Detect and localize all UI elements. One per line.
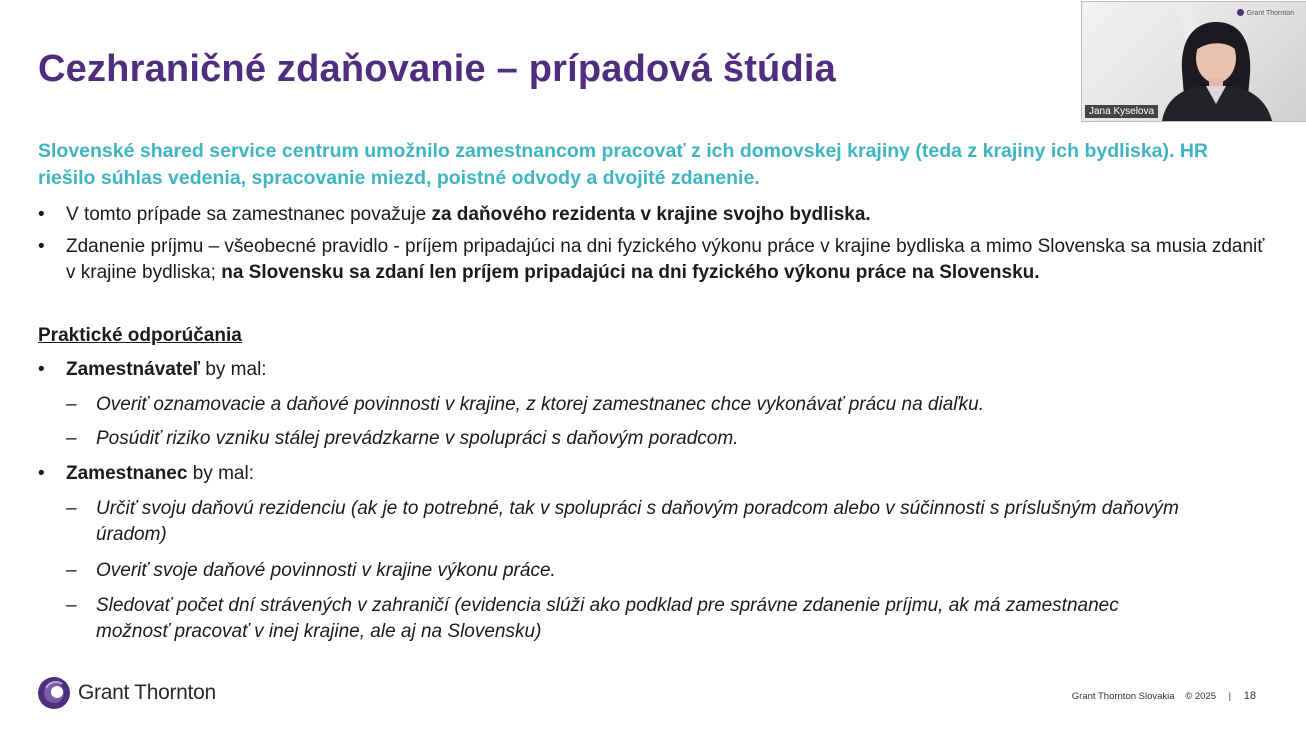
bullet-bold-text: za daňového rezidenta v krajine svojho bydliska. [431, 204, 871, 225]
bullet-mark: • [38, 236, 45, 257]
bullet-text: V tomto prípade sa zamestnanec považuje [66, 204, 432, 225]
employee-item-text: Určiť svoju daňovú rezidenciu (ak je to potrebné, tak v spolupráci s daňovým poradcom alebo v súčinnosti s príslušným daňovým úradom) [96, 498, 1179, 545]
bullet-text: Zdanenie príjmu – všeobecné pravidlo - príjem pripadajúci na dni fyzického výkonu práce v krajine bydliska a mimo Slovenska sa musia zdaniť v krajine bydliska; [66, 236, 1265, 283]
footer-info [1072, 690, 1256, 702]
employee-label: Zamestnanec [66, 463, 188, 484]
employee-suffix: by mal: [187, 463, 254, 484]
dash-mark: – [66, 428, 77, 449]
footer-separator: | [1228, 691, 1232, 702]
employer-suffix: by mal: [200, 359, 267, 380]
dash-mark: – [66, 498, 77, 519]
section-heading: Praktické odporúčania [38, 325, 242, 346]
footer-brand: Grant Thornton [78, 681, 216, 704]
footer-company: Grant Thornton Slovakia [1071, 691, 1175, 702]
footer-copyright: © 2025 [1185, 691, 1216, 702]
participant-name-tag: Jana Kyselova [1085, 105, 1158, 118]
employer-label: Zamestnávateľ [66, 359, 201, 380]
page-number: 18 [1243, 690, 1256, 702]
employee-item-text: Overiť svoje daňové povinnosti v krajine výkonu práce. [96, 560, 556, 581]
bullet-mark: • [38, 204, 45, 225]
employee-item-text: Sledovať počet dní strávených v zahraničí (evidencia slúži ako podklad pre správne zdanenie príjmu, ak má zamestnanec možnosť pracovať v inej krajine, ale aj na Slovensku) [96, 595, 1119, 642]
dash-mark: – [66, 394, 77, 415]
bullet-bold-text: na Slovensku sa zdaní len príjem pripadajúci na dni fyzického výkonu práce na Slovensku. [221, 262, 1040, 283]
slide-title: Cezhraničné zdaňovanie – prípadová štúdia [38, 48, 836, 90]
mini-logo-icon [1237, 9, 1244, 16]
grant-thornton-logo-icon [37, 676, 71, 710]
dash-mark: – [66, 560, 77, 581]
bullet-mark: • [38, 463, 45, 484]
lead-paragraph: Slovenské shared service centrum umožnilo zamestnancom pracovať z ich domovskej krajiny (teda z krajiny ich bydliska). HR riešilo súhlas vedenia, spracovanie miezd, poistné odvody a dvojité zdanenie. [38, 140, 1209, 189]
employer-item-text: Posúdiť riziko vzniku stálej prevádzkarne v spolupráci s daňovým poradcom. [96, 428, 739, 449]
webcam-mini-logo: Grant Thornton [1237, 9, 1294, 17]
dash-mark: – [66, 595, 77, 616]
webcam-video-tile[interactable] [1081, 1, 1306, 122]
participant-video-icon [1152, 16, 1282, 121]
employer-item-text: Overiť oznamovacie a daňové povinnosti v krajine, z ktorej zamestnanec chce vykonávať prácu na diaľku. [96, 394, 984, 415]
bullet-mark: • [38, 359, 45, 380]
